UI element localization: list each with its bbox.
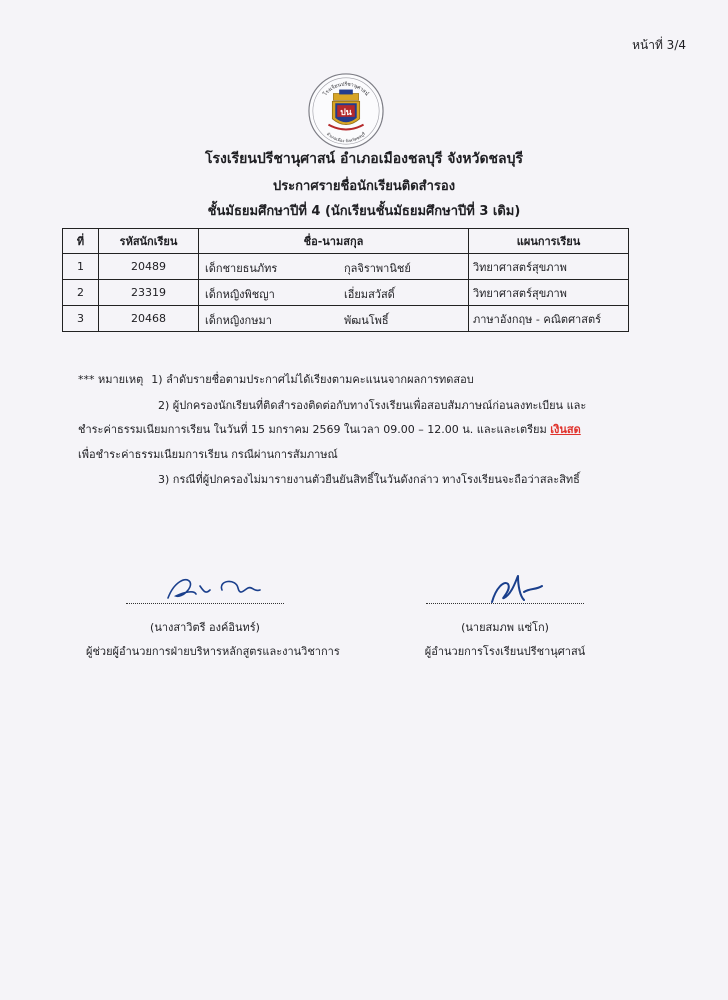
note-1 [78,370,474,388]
column-header-student-id: รหัสนักเรียน [99,229,199,254]
announcement-title: ประกาศรายชื่อนักเรียนติดสำรอง [272,179,456,194]
note-2-line-2-text: ชำระค่าธรรมเนียมการเรียน ในวันที่ 15 มกราคม 2569 ในเวลา 09.00 – 12.00 น. และและเตรียม [78,423,551,436]
student-last-name: เอี่ยมสวัสดิ์ [344,288,395,301]
student-name [199,306,469,332]
table-row [63,306,629,332]
table-header-row [63,229,629,254]
study-plan: วิทยาศาสตร์สุขภาพ [469,280,629,306]
student-first-name: เด็กหญิงกษมา [205,314,272,327]
table-row [63,254,629,280]
school-heading: โรงเรียนปรีชานุศาสน์ อำเภอเมืองชลบุรี จังหวัดชลบุรี [204,151,524,167]
student-first-name: เด็กหญิงพิชญา [205,288,275,301]
signature-left [160,568,270,608]
signature-line-left [126,603,284,604]
school-logo [307,72,385,150]
note-prefix: *** หมายเหตุ [78,373,144,386]
logo-ring-text-top: โรงเรียนปรีชานุศาสน์ [322,81,370,98]
signer-right-title: ผู้อำนวยการโรงเรียนปรีชานุศาสน์ [424,645,586,658]
note-2-line-1: 2) ผู้ปกครองนักเรียนที่ติดสำรองติดต่อกับทางโรงเรียนเพื่อสอบสัมภาษณ์ก่อนลงทะเบียน และ [158,399,587,412]
student-name [199,280,469,306]
row-number: 1 [63,254,99,280]
page-number: หน้าที่ 3/4 [632,38,686,52]
column-header-full-name: ชื่อ-นามสกุล [199,229,469,254]
note-2-line-3: เพื่อชำระค่าธรรมเนียมการเรียน กรณีผ่านการสัมภาษณ์ [78,448,338,461]
student-name [199,254,469,280]
logo-ring-text-bottom: อำเภอเมือง จังหวัดชลบุรี [325,131,367,144]
study-plan: ภาษาอังกฤษ - คณิตศาสตร์ [469,306,629,332]
signature-line-right [426,603,584,604]
student-id: 20489 [99,254,199,280]
table-row [63,280,629,306]
grade-subtitle: ชั้นมัธยมศึกษาปีที่ 4 (นักเรียนชั้นมัธยมศึกษาปีที่ 3 เดิม) [207,204,521,219]
row-number: 2 [63,280,99,306]
student-id: 23319 [99,280,199,306]
signature-right [482,568,552,608]
column-header-study-plan: แผนการเรียน [469,229,629,254]
signer-left-title: ผู้ช่วยผู้อำนวยการฝ่ายบริหารหลักสูตรและงานวิชาการ [86,645,340,658]
note-3: 3) กรณีที่ผู้ปกครองไม่มารายงานตัวยืนยันสิทธิ์ในวันดังกล่าว ทางโรงเรียนจะถือว่าสละสิทธิ์ [158,473,580,486]
logo-monogram: ปน [340,107,352,118]
row-number: 3 [63,306,99,332]
signer-right-name: (นายสมภพ แซ่โก) [461,621,549,634]
student-last-name: กุลจิราพานิชย์ [344,262,411,275]
cash-highlight: เงินสด [550,423,581,436]
student-id: 20468 [99,306,199,332]
student-last-name: พัฒนโพธิ์ [344,314,389,327]
note-1-text: 1) ลำดับรายชื่อตามประกาศไม่ได้เรียงตามคะแนนจากผลการทดสอบ [151,373,474,386]
signer-left-name: (นางสาวิตรี องค์อินทร์) [150,621,260,634]
note-2-line-2 [78,420,581,438]
student-first-name: เด็กชายธนภัทร [205,262,278,275]
student-list-table [62,228,629,332]
column-header-no: ที่ [63,229,99,254]
study-plan: วิทยาศาสตร์สุขภาพ [469,254,629,280]
